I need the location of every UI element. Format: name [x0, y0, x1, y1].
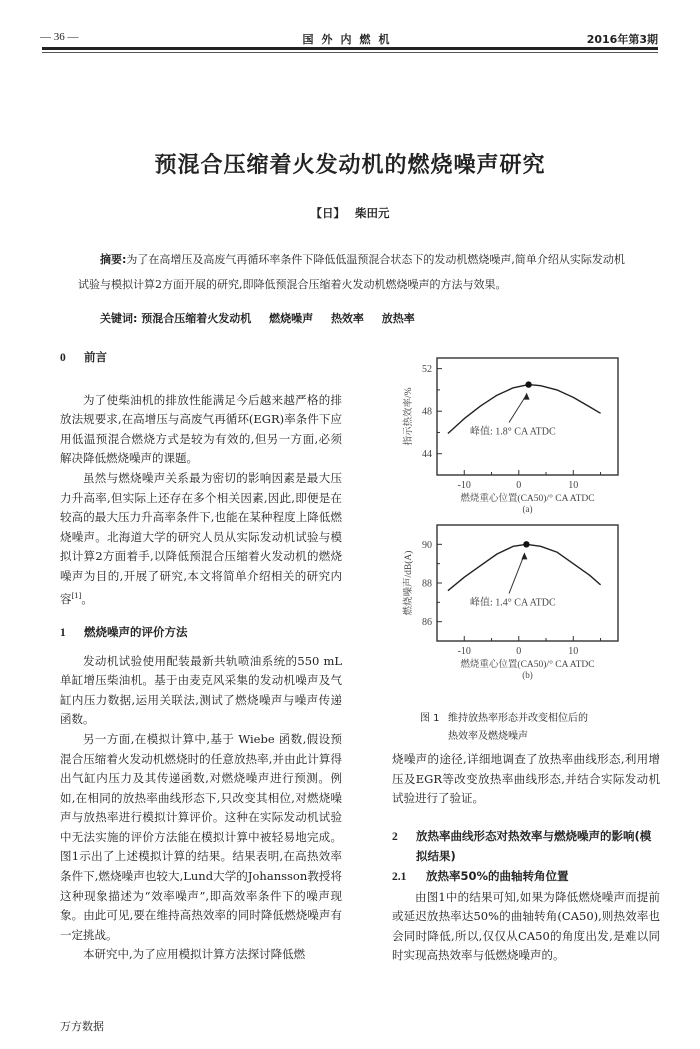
abstract [78, 248, 630, 297]
keywords [100, 310, 429, 326]
x-tick-label: 0 [516, 646, 522, 657]
page-number: — 36 — [40, 31, 79, 43]
y-tick-label: 90 [422, 539, 432, 551]
keyword: 放热率 [381, 312, 415, 325]
section-title: 燃烧噪声的评价方法 [84, 624, 188, 639]
section-number: 2.1 [392, 870, 407, 883]
figure-caption [420, 710, 588, 746]
citation[interactable]: [1] [71, 591, 82, 600]
footer-watermark: 万方数据 [60, 1020, 104, 1033]
caption-line-1: 维持放热率形态并改变相位后的 [448, 713, 588, 724]
issue-label: 2016年第3期 [586, 33, 658, 46]
paragraph: 由图1中的结果可知,如果为降低燃烧噪声而提前或延迟放热率达50%的曲轴转角(CA50),则热效率也会同时降低,所以,仅仅从CA50的角度出发,是难以同时实现高热效率与低燃烧噪声的。 [392, 889, 660, 963]
y-axis-label: 燃烧噪声/dB(A) [404, 550, 414, 616]
figure-number: 图 1 [420, 713, 440, 724]
section-number: 1 [60, 626, 66, 639]
peak-annotation: 峰值: 1.8° CA ATDC [470, 426, 556, 438]
y-tick-label: 52 [422, 364, 432, 376]
series-line [448, 544, 601, 590]
section-title-cont: 拟结果) [416, 849, 456, 864]
section-heading-2-1 [392, 867, 660, 888]
peak-marker [523, 541, 529, 547]
paragraph [60, 469, 342, 609]
paragraph: 烧噪声的途径,详细地调查了放热率曲线形态,利用增压及EGR等改变放热率曲线形态,并结合实际发动机试验进行了验证。 [392, 752, 660, 806]
y-tick-label: 44 [422, 449, 432, 461]
paragraph-text: 虽然与燃烧噪声关系最为密切的影响因素是最大压力升高率,但实际上还存在多个相关因素,因此,即便是在较高的最大压力升高率条件下,也能在某种程度上降低燃烧噪声。北海道大学的研究人员从实际发动机试验与模拟计算2方面着手,以降低预混合压缩着火发动机的燃烧噪声为目的,开展了研究,本文将简单介绍相关的研究内容 [60, 470, 342, 606]
section-number: 2 [392, 830, 398, 843]
section-heading-1 [60, 623, 342, 644]
peak-annotation: 峰值: 1.4° CA ATDC [470, 597, 556, 609]
x-tick-label: 0 [516, 480, 522, 491]
left-column [60, 348, 342, 965]
keywords-label: 关键词: [100, 312, 138, 325]
section-heading-0 [60, 348, 342, 369]
y-tick-label: 48 [422, 406, 432, 418]
y-axis-label: 指示热效率/% [404, 387, 414, 446]
x-axis-label: 燃烧重心位置(CA50)/° CA ATDC [460, 494, 595, 504]
annotation-arrow [509, 554, 524, 593]
keyword: 预混合压缩着火发动机 [141, 312, 252, 325]
section-heading-2 [392, 827, 660, 867]
peak-marker [525, 381, 531, 387]
paragraph-tail: 。 [81, 591, 93, 606]
y-tick-label: 86 [422, 617, 432, 629]
section-title: 放热率50%的曲轴转角位置 [426, 868, 569, 883]
keyword: 热效率 [330, 312, 364, 325]
article-title: 预混合压缩着火发动机的燃烧噪声研究 [154, 153, 546, 178]
header-rule-thin [42, 52, 658, 53]
chart-a [402, 358, 618, 514]
author-line [0, 205, 700, 221]
paragraph: 为了使柴油机的排放性能满足今后越来越严格的排放法规要求,在高增压与高废气再循环(EGR)率条件下应用低温预混合燃烧方式是较为有效的,但另一方面,必须解决降低燃烧噪声的课题。 [60, 392, 342, 466]
figure-1 [380, 350, 680, 700]
journal-name: 国外内燃机 [302, 33, 398, 46]
author-name: 柴田元 [355, 206, 390, 220]
keyword: 燃烧噪声 [269, 312, 314, 325]
arrow-head [524, 393, 530, 400]
chart-b [402, 525, 618, 680]
section-number: 0 [60, 352, 66, 364]
panel-label: (b) [522, 670, 533, 680]
abstract-text: 为了在高增压及高废气再循环率条件下降低低温预混合状态下的发动机燃烧噪声,简单介绍从实际发动机试验与模拟计算2方面开展的研究,即降低预混合压缩着火发动机燃烧噪声的方法与效果。 [78, 253, 625, 291]
paragraph: 本研究中,为了应用模拟计算方法探讨降低燃 [83, 947, 306, 962]
plot-frame [437, 358, 618, 475]
paragraph: 发动机试验使用配装最新共轨喷油系统的550 mL单缸增压柴油机。基于由麦克风采集的发动机噪声及气缸内压力数据,运用关联法,测试了燃烧噪声与噪声传递函数。 [60, 653, 342, 727]
paragraph: 另一方面,在模拟计算中,基于 Wiebe 函数,假设预混合压缩着火发动机燃烧时的任意放热率,并由此计算得出气缸内压力及其传递函数,对燃烧噪声进行预测。例如,在相同的放热率曲线形态下,只改变其相位,对燃烧噪声与放热率进行模拟计算评价。这种在实际发动机试验中无法实施的评价方法能在模拟计算中被轻易地完成。图1示出了上述模拟计算的结果。结果表明,在高热效率条件下,燃烧噪声也较大,Lund大学的Johansson教授将这种现象描述为“效率噪声”,即高效率条件下的噪声现象。由此可见,要在维持高热效率的同时降低燃烧噪声有一定挑战。 [60, 731, 342, 942]
abstract-label: 摘要: [100, 253, 127, 266]
section-title: 前言 [84, 350, 107, 364]
panel-label: (a) [522, 504, 533, 514]
arrow-head [521, 552, 527, 559]
author-country: 【日】 [310, 206, 345, 220]
right-column [392, 750, 660, 966]
caption-line-2: 热效率及燃烧噪声 [448, 731, 528, 742]
y-tick-label: 88 [422, 578, 432, 590]
header-rule-thick [42, 47, 658, 50]
x-tick-label: 10 [568, 646, 579, 657]
section-title: 放热率曲线形态对热效率与燃烧噪声的影响(模 [416, 828, 652, 843]
x-axis-label: 燃烧重心位置(CA50)/° CA ATDC [460, 660, 595, 670]
x-tick-label: 10 [568, 480, 579, 491]
x-tick-label: -10 [457, 646, 471, 657]
x-tick-label: -10 [457, 480, 471, 491]
